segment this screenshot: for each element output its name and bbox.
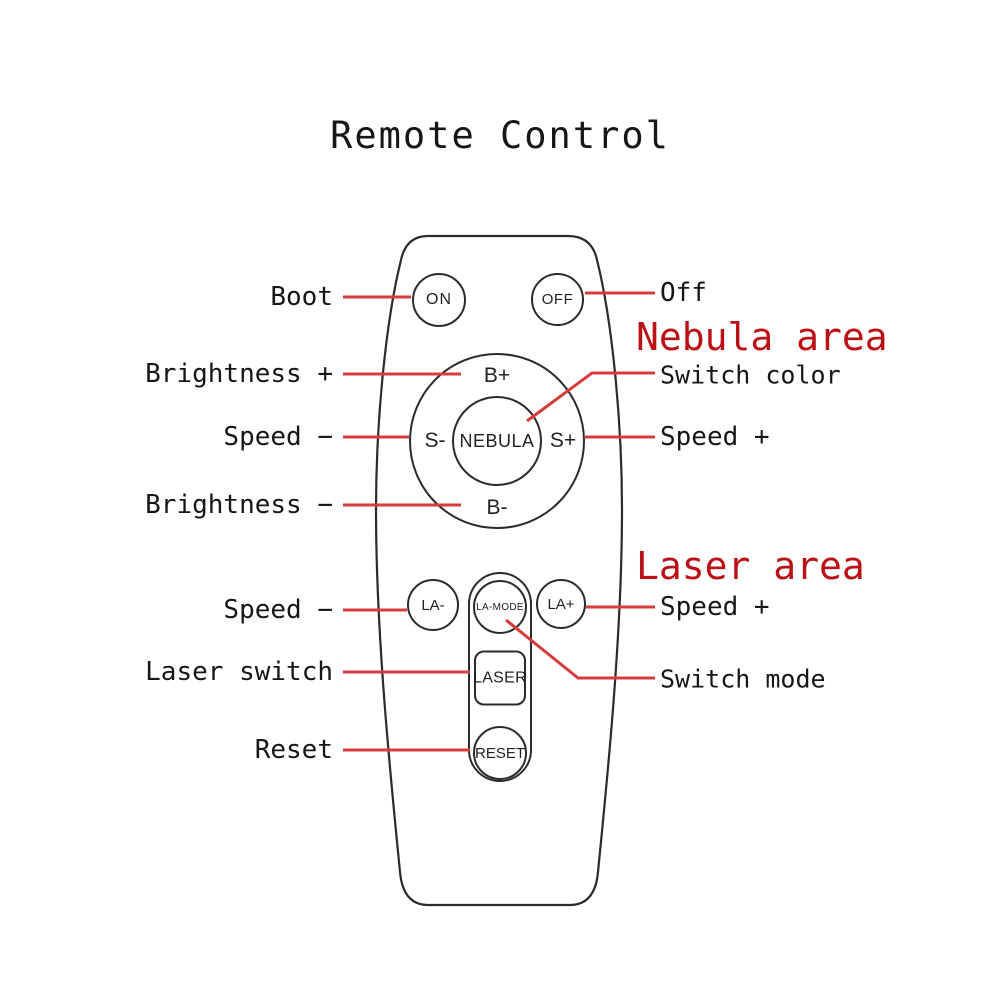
la-mode-button[interactable]	[473, 580, 527, 634]
label-laser-switch: Laser switch	[145, 657, 333, 687]
label-brightness-minus: Brightness −	[145, 490, 333, 520]
label-speed-plus-laser: Speed +	[660, 592, 770, 622]
remote-body-outline	[376, 236, 622, 905]
la-plus-button-label: LA+	[547, 595, 575, 613]
label-speed-minus-laser: Speed −	[223, 595, 333, 625]
page-title: Remote Control	[330, 114, 670, 157]
label-speed-minus-nebula: Speed −	[223, 422, 333, 452]
laser-button-group	[468, 572, 532, 782]
label-speed-plus-nebula: Speed +	[660, 422, 770, 452]
label-reset: Reset	[254, 735, 333, 765]
nebula-button[interactable]	[452, 396, 542, 486]
on-button-label: ON	[426, 291, 452, 308]
speed-minus-nebula-button[interactable]: S-	[424, 429, 446, 452]
label-boot: Boot	[270, 282, 333, 312]
off-button[interactable]	[531, 273, 584, 326]
nebula-ring-pad[interactable]	[409, 353, 585, 529]
label-off: Off	[660, 278, 707, 308]
la-mode-button-label: LA-MODE	[476, 601, 524, 613]
brightness-plus-button[interactable]: B+	[483, 364, 511, 387]
la-minus-button[interactable]	[407, 579, 459, 631]
laser-button-label: LASER	[473, 669, 527, 686]
reset-button[interactable]	[473, 726, 527, 780]
brightness-minus-button[interactable]: B-	[486, 496, 508, 519]
section-heading-nebula-area: Nebula area	[636, 315, 888, 359]
nebula-button-label: NEBULA	[459, 430, 535, 451]
label-switch-color: Switch color	[660, 360, 841, 390]
reset-button-label: RESET	[475, 744, 526, 762]
on-button[interactable]	[412, 273, 466, 327]
section-heading-laser-area: Laser area	[636, 544, 865, 588]
speed-plus-nebula-button[interactable]: S+	[549, 429, 577, 452]
label-brightness-plus: Brightness +	[145, 359, 333, 389]
laser-button[interactable]	[474, 651, 526, 706]
la-minus-button-label: LA-	[421, 596, 445, 614]
label-switch-mode: Switch mode	[660, 664, 826, 694]
off-button-label: OFF	[541, 291, 574, 308]
la-plus-button[interactable]	[536, 579, 586, 629]
